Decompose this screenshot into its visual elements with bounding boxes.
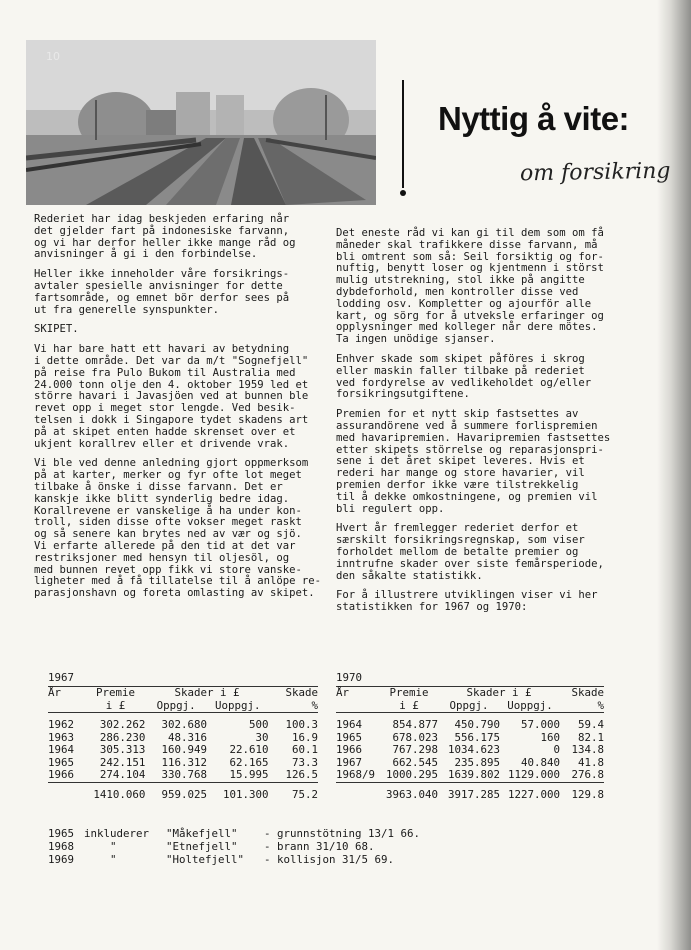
- page-number: 10: [46, 50, 60, 63]
- statistics-table-1970: [336, 672, 604, 801]
- cell: 101.300: [222, 787, 269, 801]
- cell: 302.262: [99, 718, 146, 731]
- cell: 1129.000: [507, 768, 560, 781]
- cell: 1000.295: [385, 768, 438, 781]
- footnote-table: [48, 827, 420, 866]
- cell: 276.8: [571, 768, 604, 781]
- cell: 1965: [48, 755, 75, 769]
- cell: [336, 789, 380, 802]
- subheader-cell: i £: [105, 698, 126, 712]
- table-row: [48, 719, 318, 732]
- cell: 3963.040: [385, 787, 438, 801]
- cell: 30: [255, 730, 269, 744]
- footnote-row: [48, 853, 420, 866]
- paragraph: Heller ikke inneholder våre forsikrings- avtaler spesielle anvisninger for dette fartsområde, og emnet bör derfor sees på ut fra generelle synspunkter.: [34, 268, 290, 316]
- cell: 1965: [48, 827, 75, 840]
- cell: 556.175: [454, 730, 500, 744]
- paragraph: Rederiet har idag beskjeden erfaring når det gjelder fart på indonesiske farvann, og vi har derfor heller ikke mange råd og anvisninger å gi i den forbindelse.: [34, 213, 296, 261]
- cell: [48, 789, 86, 802]
- cell: 1966: [336, 743, 363, 756]
- paragraph: Premien for et nytt skip fastsettes av assurandörene ved å summere forlispremien med havaripremien. Havaripremien fastsettes etter skipets störrelse og reparasjonspri- sene i det året skipet leveres. Hvis et rederi har mange og store havarier, vil premien derfor ikke være tilstrekkelig til å dekke omkostningene, og premien vil bli regulert opp.: [336, 408, 611, 515]
- cell: 134.8: [571, 743, 604, 756]
- cell: - brann 31/10 68.: [264, 840, 375, 853]
- table-row: [336, 769, 604, 782]
- header-damages: Skader i £: [466, 686, 532, 699]
- cell: 1963: [48, 730, 75, 744]
- subheader-cell: [336, 700, 380, 713]
- cell: 500: [248, 718, 269, 731]
- cell: 1968/9: [336, 768, 376, 781]
- cell: 73.3: [291, 755, 318, 769]
- header-premium: Premie: [389, 686, 429, 699]
- table-year-label: 1970: [336, 671, 363, 684]
- rule-dot: [400, 190, 406, 196]
- cell: "Etnefjell": [166, 840, 238, 853]
- cell: 82.1: [577, 730, 604, 744]
- cell: inkluderer: [84, 827, 150, 840]
- table-1970: [336, 686, 604, 801]
- table-total-row: [336, 789, 604, 802]
- cell: 60.1: [291, 743, 318, 756]
- left-text-column: [34, 214, 324, 608]
- cell: "Holtefjell": [166, 853, 245, 866]
- cell: 40.840: [520, 755, 560, 769]
- cell: 62.165: [229, 755, 269, 769]
- section-label: SKIPET.: [34, 323, 79, 336]
- cell: 662.545: [392, 755, 438, 769]
- table-1967: [48, 686, 318, 801]
- cell: 100.3: [285, 718, 318, 731]
- page-edge-shadow: [657, 0, 691, 950]
- header-premium: Premie: [96, 686, 136, 699]
- statistics-table-1967: [48, 672, 318, 801]
- cell: 116.312: [161, 755, 207, 769]
- right-text-column: [336, 228, 636, 622]
- page-heading: Nyttig å vite:: [438, 100, 630, 137]
- footnote-row: [48, 827, 420, 840]
- cell: 235.895: [454, 755, 500, 769]
- cell: 1969: [48, 853, 75, 866]
- paragraph: Vi ble ved denne anledning gjort oppmerksom på at karter, merker og fyr ofte lot meget tilbake å önske i disse farvann. Det er kanskje ikke blitt synderlig bedre idag. Korallrevene er vanskelige å ha under kon- troll, siden disse ofte vokser meget raskt og så senere kan brytes ned av vær og sjö. Vi erfarte allerede på den tid at det var restriksjoner med hensyn til oljesöl, og med bunnen revet opp fikk vi store vanske- ligheter med å få tillatelse til å anlöpe re- parasjonshavn og foreta omlasting av skipet.: [34, 457, 322, 600]
- subheader-cell: Uoppgj.: [507, 698, 553, 712]
- cell: 126.5: [285, 768, 318, 781]
- cell: 1965: [336, 730, 363, 744]
- header-damage-pct: Skade: [285, 686, 318, 699]
- cell: 450.790: [454, 718, 500, 731]
- subheader-cell: %: [597, 698, 604, 712]
- table-row: [48, 744, 318, 757]
- cell: 1227.000: [507, 787, 560, 801]
- cell: 1967: [336, 755, 363, 769]
- paragraph: Det eneste råd vi kan gi til dem som om få måneder skal trafikkere disse farvann, må bli omtrent som så: Seil forsiktig og for- nuftig, benytt loser og kjentmenn i störst mulig utstrekning, stol ikke på angitte dybdeforhold, men kontroller disse ved lodding osv. Kompletter og ajourför alle kart, og sörg for å utveksle erfaringer og opplysninger med kolleger når dere mötes. Ta ingen unödige sjanser.: [336, 227, 604, 346]
- subheader-cell: %: [311, 698, 318, 712]
- cell: 16.9: [291, 730, 318, 744]
- header-damages: Skader i £: [174, 686, 240, 699]
- cell: 3917.285: [447, 787, 500, 801]
- cell: 1034.623: [447, 743, 500, 756]
- cell: 22.610: [229, 743, 269, 756]
- table-row: [48, 769, 318, 782]
- table-row: [336, 744, 604, 757]
- cell: 160: [540, 730, 560, 744]
- subheader-cell: [48, 700, 86, 713]
- cell: 75.2: [291, 787, 318, 801]
- cell: - grunnstötning 13/1 66.: [264, 827, 421, 840]
- cell: 286.230: [99, 730, 146, 744]
- cell: 767.298: [392, 743, 438, 756]
- cell: "Måkefjell": [166, 827, 238, 840]
- vertical-rule: [402, 80, 404, 188]
- cell: 274.104: [99, 768, 146, 781]
- cell: ": [110, 853, 117, 866]
- cell: 48.316: [167, 730, 207, 744]
- cell: 1964: [48, 743, 75, 756]
- header-damage-pct: Skade: [571, 686, 604, 699]
- subheader-cell: i £: [399, 698, 419, 712]
- cell: 41.8: [577, 755, 604, 769]
- cell: 59.4: [577, 718, 604, 731]
- handwritten-subheading: om forsikring: [519, 158, 671, 187]
- paragraph: Vi har bare hatt ett havari av betydning i dette område. Det var da m/t "Sognefjell" på reise fra Pulo Bukom til Australia med 24.000 tonn olje den 4. oktober 1959 led et större havari i Javasjöen ved at bunnen ble revet opp i meget stor lengde. Ved besik- telsen i dokk i Singapore tydet skadens art på at skipet enten hadde skrenset over et ukjent korallrev eller et drivende vrak.: [34, 343, 309, 450]
- cell: 129.8: [571, 787, 604, 801]
- cell: 57.000: [520, 718, 560, 731]
- paragraph: Enhver skade som skipet påföres i skrog eller maskin faller tilbake på rederiet ved fordyrelse av vedlikeholdet og/eller forsikringsutgiftene.: [336, 352, 592, 401]
- paragraph: Hvert år fremlegger rederiet derfor et særskilt forsikringsregnskap, som viser forholdet mellom de betalte premier og inntrufne skader over siste femårsperiode, den såkalte statistikk.: [336, 522, 604, 582]
- cell: 1968: [48, 840, 75, 853]
- cell: 1410.060: [93, 787, 146, 801]
- footnote-row: [48, 840, 420, 853]
- cell: 854.877: [392, 718, 438, 731]
- table-year-label: 1967: [48, 671, 75, 684]
- cell: 1966: [48, 768, 75, 781]
- cell: ": [110, 840, 117, 853]
- refinery-photo: [26, 40, 376, 205]
- cell: 1962: [48, 718, 75, 731]
- cell: 302.680: [161, 718, 207, 731]
- cell: 160.949: [161, 743, 207, 756]
- subheader-cell: Oppgj.: [449, 698, 489, 712]
- cell: 242.151: [99, 755, 146, 769]
- subheader-cell: Uoppgj.: [214, 698, 261, 712]
- cell: 305.313: [99, 743, 146, 756]
- cell: 330.768: [161, 768, 207, 781]
- header-year: År: [336, 686, 350, 699]
- paragraph: For å illustrere utviklingen viser vi her statistikken for 1967 og 1970:: [336, 589, 598, 614]
- header-year: År: [48, 686, 62, 699]
- cell: 1964: [336, 718, 363, 731]
- table-row: [336, 719, 604, 732]
- cell: 0: [553, 743, 560, 756]
- cell: 959.025: [161, 787, 207, 801]
- cell: 678.023: [392, 730, 438, 744]
- cell: - kollisjon 31/5 69.: [264, 853, 395, 866]
- footnotes: [48, 827, 420, 866]
- table-total-row: [48, 789, 318, 802]
- cell: 1639.802: [447, 768, 500, 781]
- subheader-cell: Oppgj.: [156, 698, 196, 712]
- cell: 15.995: [229, 768, 269, 781]
